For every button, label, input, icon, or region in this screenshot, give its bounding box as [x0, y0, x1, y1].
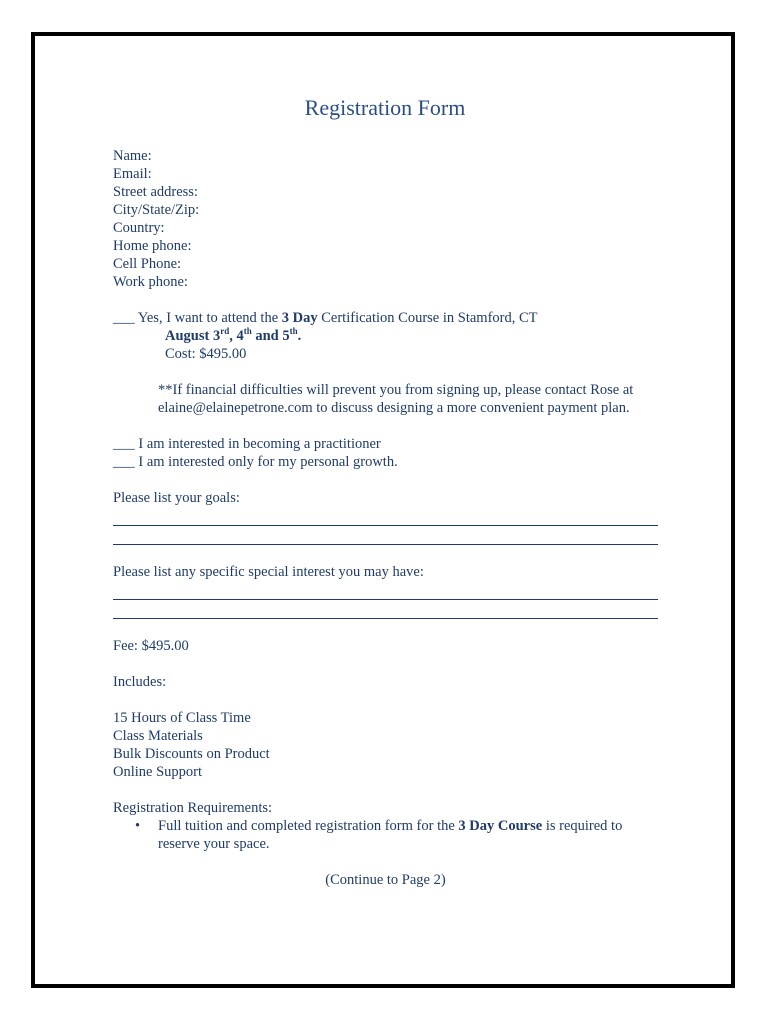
fee-text: Fee: $495.00 [113, 638, 189, 654]
special-interest-line-2[interactable] [113, 604, 658, 619]
field-email-label: Email: [113, 166, 152, 182]
interest-personal: ___ I am interested only for my personal growth. [113, 454, 398, 470]
attend-text-post: Certification Course in Stamford, CT [321, 310, 538, 326]
field-city-label: City/State/Zip: [113, 202, 200, 218]
attend-blank: ___ [113, 310, 135, 326]
requirement-item: • Full tuition and completed registration form for the 3 Day Course is required to reserve your space. [135, 818, 623, 852]
field-cell-phone-label: Cell Phone: [113, 256, 182, 272]
course-dates: August 3rd, 4th and 5th. [165, 326, 302, 344]
interest-practitioner: ___ I am interested in becoming a practitioner [113, 436, 381, 452]
course-cost: Cost: $495.00 [165, 346, 247, 362]
page-title: Registration Form [304, 95, 466, 120]
field-street-label: Street address: [113, 184, 198, 200]
requirements-label: Registration Requirements: [113, 800, 273, 816]
goals-line-1[interactable] [113, 511, 658, 526]
continue-note: (Continue to Page 2) [325, 872, 446, 888]
includes-item: Online Support [113, 764, 203, 780]
includes-label: Includes: [113, 674, 167, 690]
course-attend-option [113, 309, 663, 327]
field-country-label: Country: [113, 220, 165, 236]
attend-bold: 3 Day [281, 310, 318, 326]
includes-item: Bulk Discounts on Product [113, 746, 270, 762]
special-interest-line-1[interactable] [113, 585, 658, 600]
goals-label: Please list your goals: [113, 490, 240, 506]
financial-note: **If financial difficulties will prevent you from signing up, please contact Rose at elaine@elainepetrone.com to discuss designing a more convenient payment plan. [158, 382, 634, 416]
includes-item: 15 Hours of Class Time [113, 710, 251, 726]
field-name-label: Name: [113, 148, 152, 164]
field-home-phone-label: Home phone: [113, 238, 192, 254]
attend-text-pre: Yes, I want to attend the [137, 310, 279, 326]
goals-line-2[interactable] [113, 530, 658, 545]
special-interest-label: Please list any specific special interest you may have: [113, 564, 424, 580]
field-work-phone-label: Work phone: [113, 274, 188, 290]
bullet-icon: • [135, 818, 141, 834]
includes-item: Class Materials [113, 728, 203, 744]
form-body [113, 147, 663, 889]
